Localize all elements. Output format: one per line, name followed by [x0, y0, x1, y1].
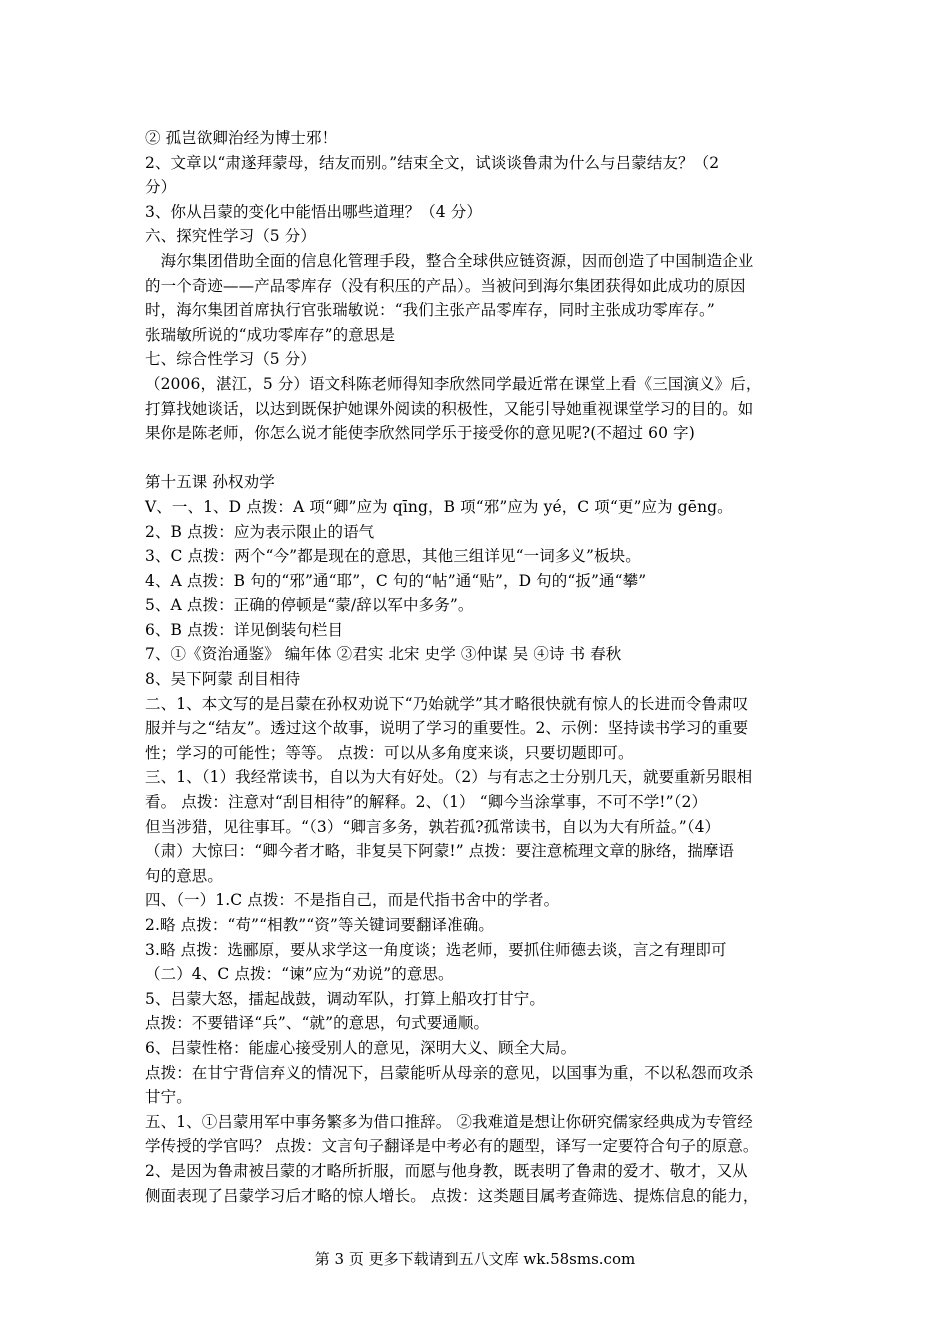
text-line: 侧面表现了吕蒙学习后才略的惊人增长。 点拨：这类题目属考查筛选、提炼信息的能力， — [145, 1186, 759, 1205]
text-line: 6、B 点拨：详见倒装句栏目 — [145, 620, 344, 639]
text-line: 分） — [145, 178, 177, 197]
text-line: 3.略 点拨：选郦原，要从求学这一角度谈；选老师，要抓住师德去谈，言之有理即可 — [145, 940, 727, 959]
text-line: 果你是陈老师，你怎么说才能使李欣然同学乐于接受你的意见呢?(不超过 60 字) — [145, 424, 695, 443]
text-line: 句的意思。 — [145, 866, 224, 885]
text-line: 4、A 点拨：B 句的“邪”通“耶”，C 句的“帖”通“贴”，D 句的“扳”通“攀” — [145, 571, 647, 590]
text-line: 学传授的学官吗？ 点拨：文言句子翻译是中考必有的题型，译写一定要符合句子的原意。 — [145, 1137, 759, 1156]
text-line: 2、文章以“肃遂拜蒙母，结友而别。”结束全文，试谈谈鲁肃为什么与吕蒙结友？（2 — [145, 153, 720, 172]
text-line: 6、吕蒙性格：能虚心接受别人的意见，深明大义、顾全大局。 — [145, 1038, 577, 1057]
text-line: 7、①《资治通鉴》 编年体 ②君实 北宋 史学 ③仲谋 吴 ④诗 书 春秋 — [145, 645, 622, 664]
text-line: 甘宁。 — [145, 1088, 192, 1107]
text-line: 时，海尔集团首席执行官张瑞敏说：“我们主张产品零库存，同时主张成功零库存。” — [145, 301, 715, 320]
text-line: 点拨：不要错译“兵”、“就”的意思，句式要通顺。 — [145, 1014, 490, 1033]
text-line: 的一个奇迹——产品零库存（没有积压的产品）。当被问到海尔集团获得如此成功的原因 — [145, 276, 746, 295]
text-line: （二）4、C 点拨：“谏”应为“劝说”的意思。 — [145, 965, 454, 984]
page-footer: 第 3 页 更多下载请到五八文库 wk.58sms.com — [314, 1250, 636, 1268]
text-line: 3、你从吕蒙的变化中能悟出哪些道理？（4 分） — [145, 202, 482, 221]
text-line: （肃）大惊曰：“卿今者才略，非复吴下阿蒙!” 点拨：要注意梳理文章的脉络，揣摩语 — [145, 842, 735, 861]
text-line: 2、B 点拨：应为表示限止的语气 — [145, 522, 375, 541]
text-line: 四、（一）1.C 点拨：不是指自己，而是代指书舍中的学者。 — [145, 891, 560, 910]
section-heading: 七、综合性学习（5 分） — [145, 350, 316, 369]
text-line: 2、是因为鲁肃被吕蒙的才略所折服，而愿与他身教，既表明了鲁肃的爱才、敬才，又从 — [145, 1161, 748, 1180]
section-heading: 六、探究性学习（5 分） — [145, 227, 316, 246]
text-line: 3、C 点拨：两个“今”都是现在的意思，其他三组详见“一词多义”板块。 — [145, 547, 641, 566]
text-line: 打算找她谈话，以达到既保护她课外阅读的积极性，又能引导她重视课堂学习的目的。如 — [145, 399, 754, 418]
text-line: 张瑞敏所说的“成功零库存”的意思是 — [145, 325, 396, 344]
document-body — [145, 126, 815, 1208]
text-line: 但当涉猎，见往事耳。“（3）“卿言多务，孰若孤?孤常读书，自以为大有所益。”（4） — [145, 817, 721, 836]
text-line: 2.略 点拨：“苟”“相教”“资”等关键词要翻译准确。 — [145, 916, 494, 934]
text-line: Ⅴ、一、1、D 点拨：A 项“卿”应为 qīng，B 项“邪”应为 yé，C 项“更”应为 gēng。 — [145, 497, 733, 516]
text-line: 5、A 点拨：正确的停顿是“蒙/辞以军中多务”。 — [145, 596, 474, 615]
text-line: 看。 点拨：注意对“刮目相待”的解释。2、（1） “卿今当涂掌事，不可不学!”（2） — [145, 793, 708, 812]
text-line: 五、1、①吕蒙用军中事务繁多为借口推辞。 ②我难道是想让你研究儒家经典成为专管经 — [145, 1112, 753, 1131]
text-line: （2006，湛江，5 分）语文科陈老师得知李欣然同学最近常在课堂上看《三国演义》后， — [145, 374, 762, 393]
text-line: 二、1、本文写的是吕蒙在孙权劝说下“乃始就学”其才略很快就有惊人的长进而令鲁肃叹 — [145, 694, 749, 713]
text-line: 性；学习的可能性；等等。 点拨：可以从多角度来谈，只要切题即可。 — [145, 743, 634, 762]
text-line: 三、1、（1）我经常读书，自以为大有好处。（2）与有志之士分别几天，就要重新另眼相 — [145, 768, 753, 787]
text-line: 点拨：在甘宁背信弃义的情况下，吕蒙能听从母亲的意见，以国事为重，不以私怨而攻杀 — [145, 1063, 754, 1082]
text-line: 海尔集团借助全面的信息化管理手段，整合全球供应链资源，因而创造了中国制造企业 — [145, 251, 754, 270]
text-line: 5、吕蒙大怒，擂起战鼓，调动军队，打算上船攻打甘宁。 — [145, 989, 545, 1008]
text-line: 8、吴下阿蒙 刮目相待 — [145, 670, 301, 689]
blank-line — [145, 446, 815, 471]
text-line: 服并与之“结友”。透过这个故事，说明了学习的重要性。2、示例：坚持读书学习的重要 — [145, 719, 749, 738]
lesson-title: 第十五课 孙权劝学 — [145, 473, 275, 492]
text-line: ② 孤岂欲卿治经为博士邪！ — [145, 129, 338, 147]
